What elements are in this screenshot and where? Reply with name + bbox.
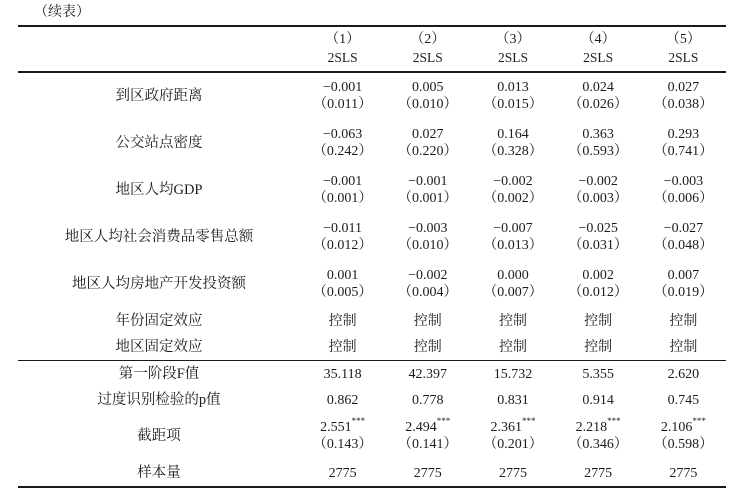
column-header: （1） bbox=[325, 32, 361, 47]
cell-value: −0.001 bbox=[322, 80, 363, 95]
significance-stars: *** bbox=[436, 416, 451, 427]
cell-value: （0.143） bbox=[312, 437, 373, 452]
cell-value: 2775 bbox=[328, 465, 357, 481]
cell-value: （0.593） bbox=[568, 144, 628, 159]
cell-value: 0.745 bbox=[667, 392, 700, 408]
cell-value: （0.598） bbox=[653, 437, 714, 452]
cell-value: 2.551*** bbox=[320, 416, 366, 435]
cell-value: （0.328） bbox=[483, 144, 543, 159]
cell-value: 0.013 bbox=[497, 80, 529, 95]
row-label: 地区人均GDP bbox=[115, 182, 203, 198]
cell-value: 0.862 bbox=[326, 392, 359, 408]
cell-value: 2775 bbox=[413, 465, 442, 481]
cell-value: （0.010） bbox=[398, 97, 458, 112]
cell-value: （0.002） bbox=[483, 191, 543, 206]
cell-value: 控制 bbox=[584, 339, 613, 355]
table-row bbox=[18, 72, 726, 96]
cell-value: 2775 bbox=[669, 465, 698, 481]
cell-value: −0.001 bbox=[322, 174, 363, 189]
cell-value: 0.293 bbox=[667, 127, 700, 142]
method-header: 2SLS bbox=[470, 48, 555, 72]
cell-value: 0.778 bbox=[412, 392, 444, 408]
row-label: 到区政府距离 bbox=[115, 88, 203, 104]
table-row bbox=[18, 120, 726, 143]
row-label: 截距项 bbox=[137, 428, 181, 444]
cell-value: （0.003） bbox=[568, 191, 628, 206]
table-body bbox=[18, 72, 726, 487]
cell-value: 0.024 bbox=[582, 80, 614, 95]
cell-value: （0.012） bbox=[568, 285, 628, 300]
row-label: 地区固定效应 bbox=[115, 338, 203, 355]
table-header bbox=[18, 26, 726, 72]
cell-value: （0.001） bbox=[398, 191, 458, 206]
cell-value: （0.007） bbox=[483, 285, 543, 300]
cell-value: （0.012） bbox=[312, 238, 373, 253]
cell-value: −0.025 bbox=[578, 221, 618, 236]
row-label: 地区人均社会消费品零售总额 bbox=[64, 229, 254, 245]
cell-value: （0.001） bbox=[312, 191, 373, 206]
cell-value: −0.002 bbox=[578, 174, 618, 189]
continued-table-label: （续表） bbox=[34, 5, 90, 20]
cell-value: （0.026） bbox=[568, 97, 628, 112]
row-label: 年份固定效应 bbox=[115, 312, 203, 329]
table-row bbox=[18, 413, 726, 436]
cell-value: 0.000 bbox=[497, 268, 529, 283]
header-row-model-numbers bbox=[18, 26, 726, 48]
cell-value: 控制 bbox=[498, 339, 527, 355]
cell-value: 控制 bbox=[669, 313, 698, 329]
header-row-methods bbox=[18, 48, 726, 72]
cell-value: 0.005 bbox=[412, 80, 444, 95]
column-header: （3） bbox=[495, 32, 531, 47]
cell-value: 0.027 bbox=[412, 127, 444, 142]
cell-value: 2.620 bbox=[641, 361, 726, 388]
cell-value: 42.397 bbox=[385, 361, 470, 388]
method-header: 2SLS bbox=[385, 48, 470, 72]
cell-value: 15.732 bbox=[470, 361, 555, 388]
cell-value: （0.242） bbox=[312, 144, 373, 159]
cell-value: （0.011） bbox=[313, 97, 373, 112]
table-row bbox=[18, 261, 726, 284]
cell-value: 0.002 bbox=[582, 268, 614, 283]
table-row bbox=[18, 387, 726, 413]
cell-value: 控制 bbox=[498, 313, 527, 329]
significance-stars: *** bbox=[692, 416, 706, 427]
cell-value: （0.015） bbox=[483, 97, 543, 112]
cell-value: 2.218*** bbox=[575, 416, 621, 435]
cell-value: 2.106*** bbox=[660, 416, 706, 435]
cell-value: （0.048） bbox=[653, 238, 714, 253]
cell-value: 2.361*** bbox=[490, 416, 536, 435]
cell-value: （0.038） bbox=[653, 97, 714, 112]
cell-value: （0.010） bbox=[398, 238, 458, 253]
row-label: 第一阶段F值 bbox=[18, 361, 300, 388]
cell-value: （0.005） bbox=[312, 285, 373, 300]
table-row bbox=[18, 167, 726, 190]
table-row bbox=[18, 214, 726, 237]
cell-value: 0.164 bbox=[497, 127, 529, 142]
significance-stars: *** bbox=[351, 416, 366, 427]
cell-value: 2.494*** bbox=[405, 416, 451, 435]
cell-value: 0.027 bbox=[667, 80, 700, 95]
cell-value: −0.007 bbox=[493, 221, 533, 236]
row-label: 地区人均房地产开发投资额 bbox=[72, 276, 246, 292]
row-label: 过度识别检验的p值 bbox=[97, 391, 221, 408]
cell-value: 控制 bbox=[328, 313, 357, 329]
significance-stars: *** bbox=[607, 416, 621, 427]
column-header: （5） bbox=[665, 32, 701, 47]
cell-value: −0.002 bbox=[408, 268, 448, 283]
method-header: 2SLS bbox=[641, 48, 726, 72]
cell-value: 5.355 bbox=[556, 361, 641, 388]
significance-stars: *** bbox=[521, 416, 536, 427]
cell-value: 控制 bbox=[413, 339, 442, 355]
header-empty-cell bbox=[18, 48, 300, 72]
cell-value: 0.831 bbox=[497, 392, 529, 408]
row-label: 公交站点密度 bbox=[115, 135, 203, 151]
cell-value: （0.346） bbox=[568, 437, 628, 452]
cell-value: 控制 bbox=[413, 313, 442, 329]
cell-value: −0.063 bbox=[322, 127, 363, 142]
cell-value: 0.007 bbox=[667, 268, 700, 283]
cell-value: −0.002 bbox=[493, 174, 533, 189]
table-row bbox=[18, 460, 726, 487]
cell-value: 控制 bbox=[584, 313, 613, 329]
cell-value: （0.031） bbox=[568, 238, 628, 253]
cell-value: （0.019） bbox=[653, 285, 714, 300]
cell-value: −0.003 bbox=[408, 221, 448, 236]
regression-results-table bbox=[18, 25, 726, 488]
table-row bbox=[18, 361, 726, 388]
cell-value: 0.001 bbox=[326, 268, 359, 283]
cell-value: 控制 bbox=[328, 339, 357, 355]
cell-value: （0.741） bbox=[653, 144, 714, 159]
cell-value: −0.027 bbox=[663, 221, 704, 236]
cell-value: （0.220） bbox=[398, 144, 458, 159]
cell-value: （0.004） bbox=[398, 285, 458, 300]
cell-value: −0.001 bbox=[408, 174, 448, 189]
cell-value: （0.201） bbox=[483, 437, 543, 452]
cell-value: （0.006） bbox=[653, 191, 714, 206]
cell-value: 0.914 bbox=[582, 392, 614, 408]
header-empty-cell bbox=[18, 26, 300, 48]
table-row bbox=[18, 308, 726, 334]
table-row bbox=[18, 334, 726, 361]
cell-value: （0.013） bbox=[483, 238, 543, 253]
cell-value: −0.003 bbox=[663, 174, 704, 189]
cell-value: 2775 bbox=[498, 465, 527, 481]
column-header: （2） bbox=[410, 32, 446, 47]
cell-value: 控制 bbox=[669, 339, 698, 355]
method-header: 2SLS bbox=[300, 48, 385, 72]
cell-value: 2775 bbox=[584, 465, 613, 481]
cell-value: 0.363 bbox=[582, 127, 614, 142]
row-label: 样本量 bbox=[137, 464, 181, 481]
cell-value: −0.011 bbox=[323, 221, 363, 236]
column-header: （4） bbox=[580, 32, 616, 47]
cell-value: （0.141） bbox=[398, 437, 458, 452]
cell-value: 35.118 bbox=[300, 361, 385, 388]
method-header: 2SLS bbox=[556, 48, 641, 72]
